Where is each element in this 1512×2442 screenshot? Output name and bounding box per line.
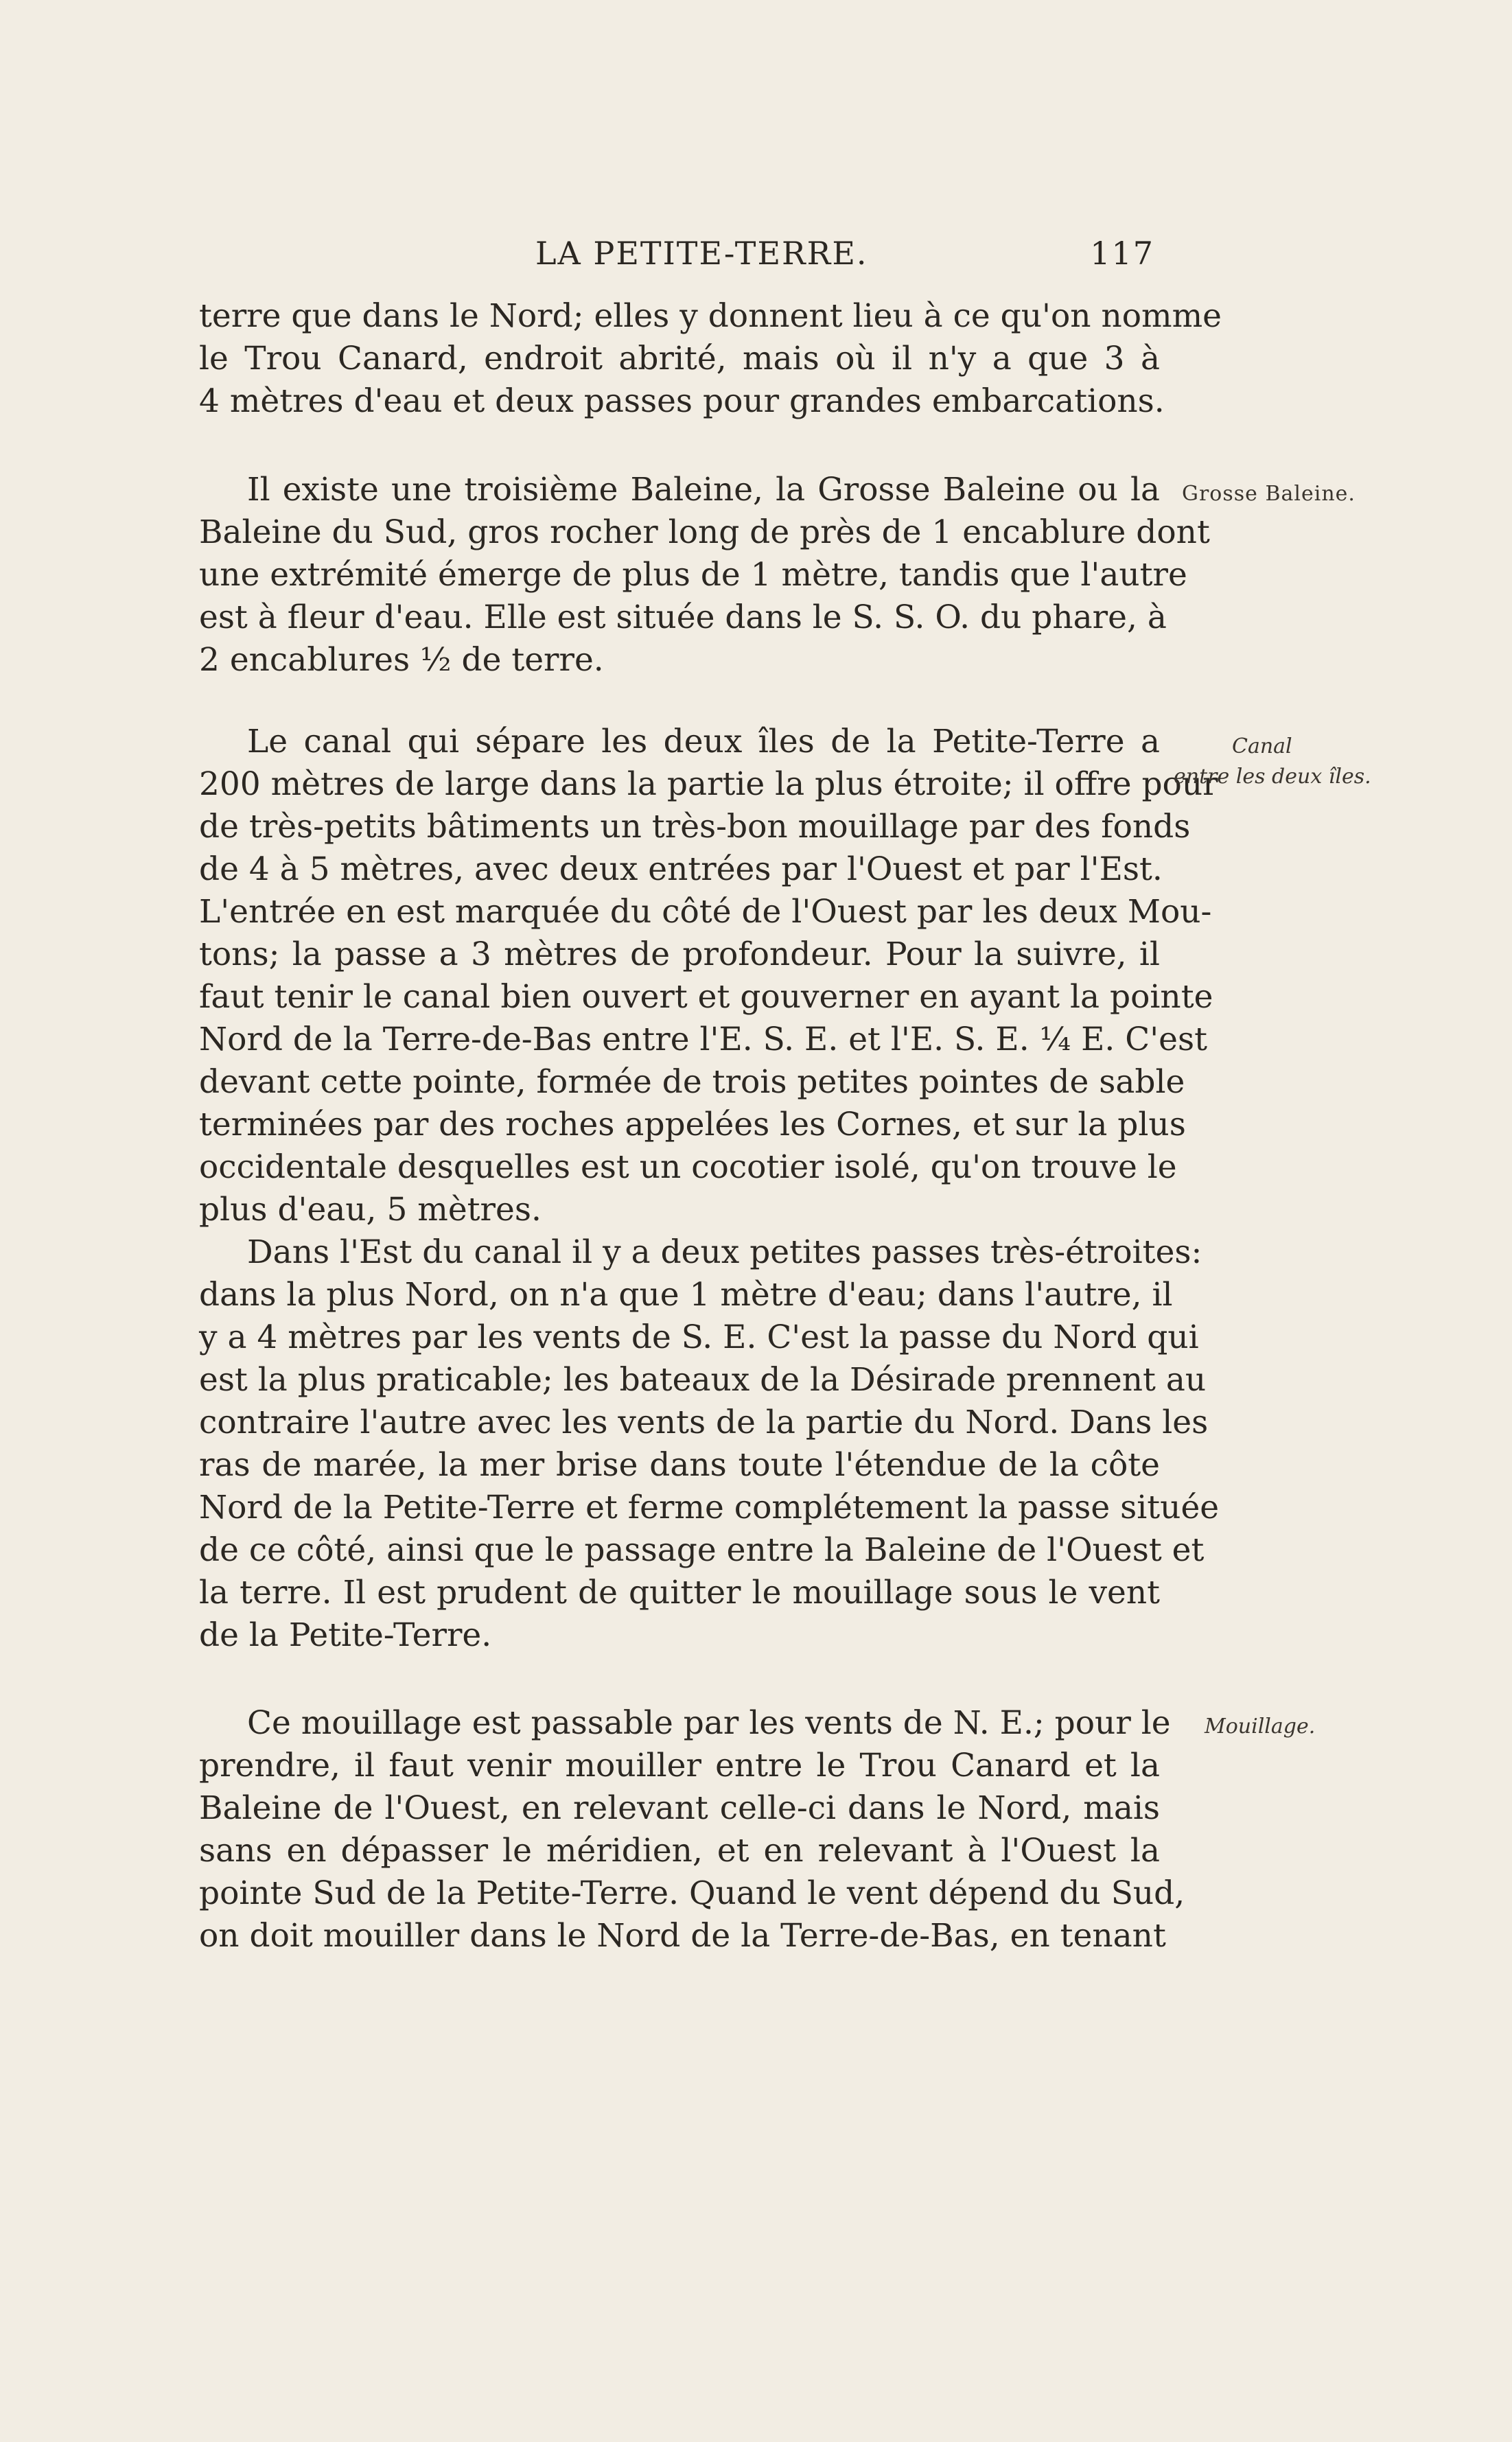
text-line: L'entrée en est marquée du côté de l'Ouest par les deux Mou- [199,893,1212,931]
text-line: Baleine de l'Ouest, en relevant celle-ci dans le Nord, mais [199,1789,1160,1827]
text-line: Il existe une troisième Baleine, la Grosse Baleine ou la [247,471,1160,509]
text-line: sans en dépasser le méridien, et en relevant à l'Ouest la [199,1832,1160,1870]
text-line: 200 mètres de large dans la partie la plus étroite; il offre pour [199,765,1218,803]
sidenote-canal: Canal [1232,734,1292,758]
text-line: prendre, il faut venir mouiller entre le Trou Canard et la [199,1747,1160,1784]
text-line: on doit mouiller dans le Nord de la Terre-de-Bas, en tenant [199,1917,1166,1955]
sidenote-mouillage: Mouillage. [1205,1714,1316,1739]
text-line: terminées par des roches appelées les Cornes, et sur la plus [199,1106,1186,1143]
text-line: 4 mètres d'eau et deux passes pour grandes embarcations. [199,382,1165,420]
text-line: Ce mouillage est passable par les vents de N. E.; pour le [247,1704,1171,1742]
text-line: devant cette pointe, formée de trois petites pointes de sable [199,1063,1185,1101]
text-line: y a 4 mètres par les vents de S. E. C'est la passe du Nord qui [199,1318,1199,1356]
paragraph-3 [199,721,1218,1231]
text-line: tons; la passe a 3 mètres de profondeur. Pour la suivre, il [199,935,1160,973]
text-line: est la plus praticable; les bateaux de la Désirade prennent au [199,1361,1207,1399]
text-line: le Trou Canard, endroit abrité, mais où il n'y a que 3 à [199,340,1160,377]
paragraph-4 [199,1231,1220,1657]
text-line: de 4 à 5 mètres, avec deux entrées par l'Ouest et par l'Est. [199,850,1163,888]
text-line: de très-petits bâtiments un très-bon mouillage par des fonds [199,808,1191,846]
running-title: LA PETITE-TERRE. [535,235,868,272]
running-header [199,235,1160,283]
text-line: Le canal qui sépare les deux îles de la Petite-Terre a [247,723,1160,760]
sidenote-entre-les-deux-iles: entre les deux îles. [1174,765,1371,789]
paragraph-1 [199,295,1222,423]
paragraph-5 [199,1702,1185,1957]
text-line: dans la plus Nord, on n'a que 1 mètre d'eau; dans l'autre, il [199,1276,1173,1314]
text-line: de ce côté, ainsi que le passage entre la Baleine de l'Ouest et [199,1531,1205,1569]
text-line: contraire l'autre avec les vents de la partie du Nord. Dans les [199,1404,1209,1441]
text-line: occidentale desquelles est un cocotier isolé, qu'on trouve le [199,1148,1177,1186]
text-line: 2 encablures ½ de terre. [199,641,604,679]
text-line: ras de marée, la mer brise dans toute l'étendue de la côte [199,1446,1160,1484]
text-line: Nord de la Petite-Terre et ferme complétement la passe située [199,1489,1220,1526]
text-line: de la Petite-Terre. [199,1616,492,1654]
page-number: 117 [1090,235,1154,272]
text-line: Baleine du Sud, gros rocher long de près de 1 encablure dont [199,513,1210,551]
text-line: est à fleur d'eau. Elle est située dans le S. S. O. du phare, à [199,598,1167,636]
text-line: une extrémité émerge de plus de 1 mètre, tandis que l'autre [199,556,1187,594]
paragraph-2 [199,469,1210,682]
text-line: Dans l'Est du canal il y a deux petites passes très-étroites: [247,1233,1202,1271]
text-line: la terre. Il est prudent de quitter le mouillage sous le vent [199,1574,1160,1612]
sidenote-grosse-baleine: Grosse Baleine. [1182,482,1356,506]
text-line: terre que dans le Nord; elles y donnent lieu à ce qu'on nomme [199,297,1222,335]
text-line: plus d'eau, 5 mètres. [199,1191,542,1229]
text-line: pointe Sud de la Petite-Terre. Quand le vent dépend du Sud, [199,1874,1185,1912]
text-line: Nord de la Terre-de-Bas entre l'E. S. E. et l'E. S. E. ¼ E. C'est [199,1021,1207,1058]
text-line: faut tenir le canal bien ouvert et gouverner en ayant la pointe [199,978,1213,1016]
